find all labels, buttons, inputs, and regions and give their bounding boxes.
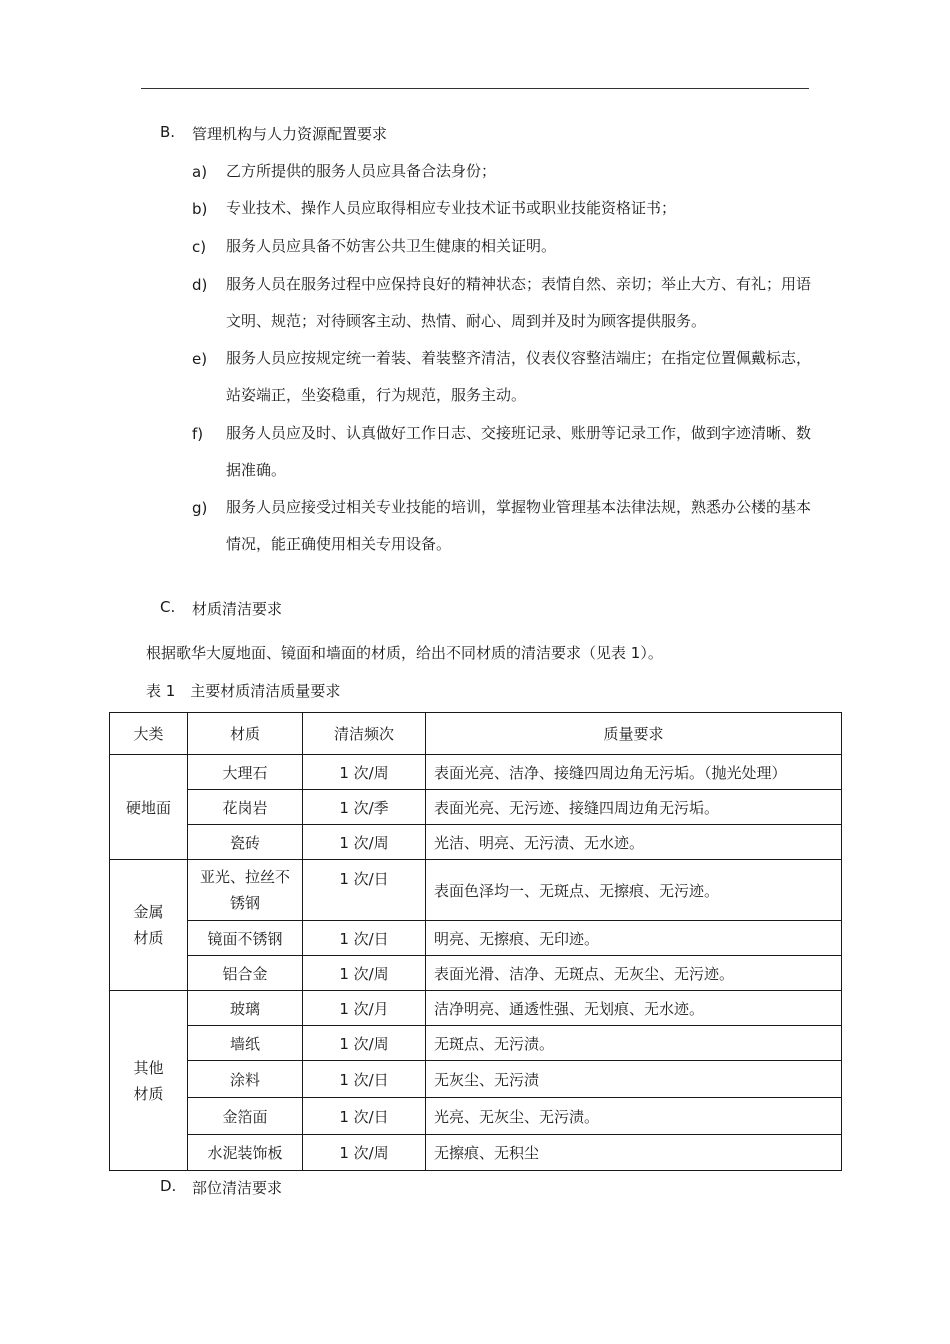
- table-header-row: [110, 713, 842, 755]
- item-g-text: 服务人员应接受过相关专业技能的培训，掌握物业管理基本法律法规，熟悉办公楼的基本情况，能正确使用相关专用设备。: [226, 498, 812, 553]
- frequency-cell: 1 次/周: [303, 956, 426, 991]
- item-f-letter: f): [192, 425, 204, 443]
- header-category: 大类: [110, 713, 188, 755]
- header-quality: 质量要求: [426, 713, 842, 755]
- material-cell: 墙纸: [188, 1026, 303, 1061]
- item-e-text: 服务人员应按规定统一着装、着装整齐清洁，仪表仪容整洁端庄；在指定位置佩戴标志，站姿端正，坐姿稳重，行为规范，服务主动。: [226, 349, 812, 404]
- table-row: [110, 1061, 842, 1098]
- intro-paragraph: 根据歌华大厦地面、镜面和墙面的材质，给出不同材质的清洁要求（见表 1）。: [146, 644, 663, 662]
- material-cell: 瓷砖: [188, 825, 303, 860]
- category-cell: 硬地面: [110, 755, 188, 860]
- table-row: [110, 991, 842, 1026]
- section-d-letter: D.: [160, 1177, 177, 1195]
- quality-cell: 表面光亮、洁净、接缝四周边角无污垢。（抛光处理）: [426, 755, 842, 790]
- item-g-letter: g): [192, 499, 208, 517]
- item-d-letter: d): [192, 276, 208, 294]
- frequency-cell: 1 次/周: [303, 755, 426, 790]
- section-c-letter: C.: [160, 598, 176, 616]
- quality-cell: 明亮、无擦痕、无印迹。: [426, 921, 842, 956]
- material-cell: 涂料: [188, 1061, 303, 1098]
- quality-cell: 无灰尘、无污渍: [426, 1061, 842, 1098]
- item-a-letter: a): [192, 163, 208, 181]
- frequency-cell: 1 次/周: [303, 825, 426, 860]
- frequency-cell: 1 次/日: [303, 1061, 426, 1098]
- table-row: [110, 790, 842, 825]
- frequency-cell: 1 次/季: [303, 790, 426, 825]
- quality-cell: 表面色泽均一、无斑点、无擦痕、无污迹。: [426, 860, 842, 921]
- item-f-text: 服务人员应及时、认真做好工作日志、交接班记录、账册等记录工作，做到字迹清晰、数据准确。: [226, 424, 812, 479]
- item-d-text: 服务人员在服务过程中应保持良好的精神状态；表情自然、亲切；举止大方、有礼；用语文明、规范；对待顾客主动、热情、耐心、周到并及时为顾客提供服务。: [226, 275, 812, 330]
- section-b-title: 管理机构与人力资源配置要求: [192, 125, 388, 143]
- section-c-title: 材质清洁要求: [192, 600, 283, 618]
- quality-cell: 表面光滑、洁净、无斑点、无灰尘、无污迹。: [426, 956, 842, 991]
- material-cell: 亚光、拉丝不锈钢: [188, 860, 303, 921]
- quality-cell: 无斑点、无污渍。: [426, 1026, 842, 1061]
- material-cell: 大理石: [188, 755, 303, 790]
- table-row: [110, 860, 842, 921]
- frequency-cell: 1 次/日: [303, 1098, 426, 1135]
- section-d-title: 部位清洁要求: [192, 1179, 283, 1197]
- section-b-letter: B.: [160, 123, 176, 141]
- frequency-cell: 1 次/周: [303, 1135, 426, 1171]
- table-row: [110, 755, 842, 790]
- table-row: [110, 1135, 842, 1171]
- quality-cell: 洁净明亮、通透性强、无划痕、无水迹。: [426, 991, 842, 1026]
- quality-cell: 光亮、无灰尘、无污渍。: [426, 1098, 842, 1135]
- category-cell: 金属材质: [110, 860, 188, 991]
- item-b-text: 专业技术、操作人员应取得相应专业技术证书或职业技能资格证书；: [226, 199, 677, 217]
- table-row: [110, 921, 842, 956]
- material-cell: 花岗岩: [188, 790, 303, 825]
- table-row: [110, 956, 842, 991]
- material-cell: 水泥装饰板: [188, 1135, 303, 1171]
- quality-cell: 表面光亮、无污迹、接缝四周边角无污垢。: [426, 790, 842, 825]
- frequency-cell: 1 次/月: [303, 991, 426, 1026]
- table-row: [110, 825, 842, 860]
- frequency-cell: 1 次/周: [303, 1026, 426, 1061]
- material-cell: 铝合金: [188, 956, 303, 991]
- header-rule: [141, 88, 809, 89]
- header-frequency: 清洁频次: [303, 713, 426, 755]
- item-c-letter: c): [192, 238, 207, 256]
- material-cell: 金箔面: [188, 1098, 303, 1135]
- item-c-text: 服务人员应具备不妨害公共卫生健康的相关证明。: [226, 237, 557, 255]
- table-row: [110, 1026, 842, 1061]
- table-row: [110, 1098, 842, 1135]
- material-cell: 玻璃: [188, 991, 303, 1026]
- header-material: 材质: [188, 713, 303, 755]
- table-caption: 表 1 主要材质清洁质量要求: [146, 682, 341, 700]
- item-b-letter: b): [192, 200, 208, 218]
- item-a-text: 乙方所提供的服务人员应具备合法身份；: [226, 162, 497, 180]
- material-cleaning-table: [109, 712, 842, 1171]
- quality-cell: 无擦痕、无积尘: [426, 1135, 842, 1171]
- frequency-cell: 1 次/日: [303, 921, 426, 956]
- frequency-cell: 1 次/日: [303, 860, 426, 921]
- category-cell: 其他材质: [110, 991, 188, 1171]
- quality-cell: 光洁、明亮、无污渍、无水迹。: [426, 825, 842, 860]
- material-cell: 镜面不锈钢: [188, 921, 303, 956]
- item-e-letter: e): [192, 350, 208, 368]
